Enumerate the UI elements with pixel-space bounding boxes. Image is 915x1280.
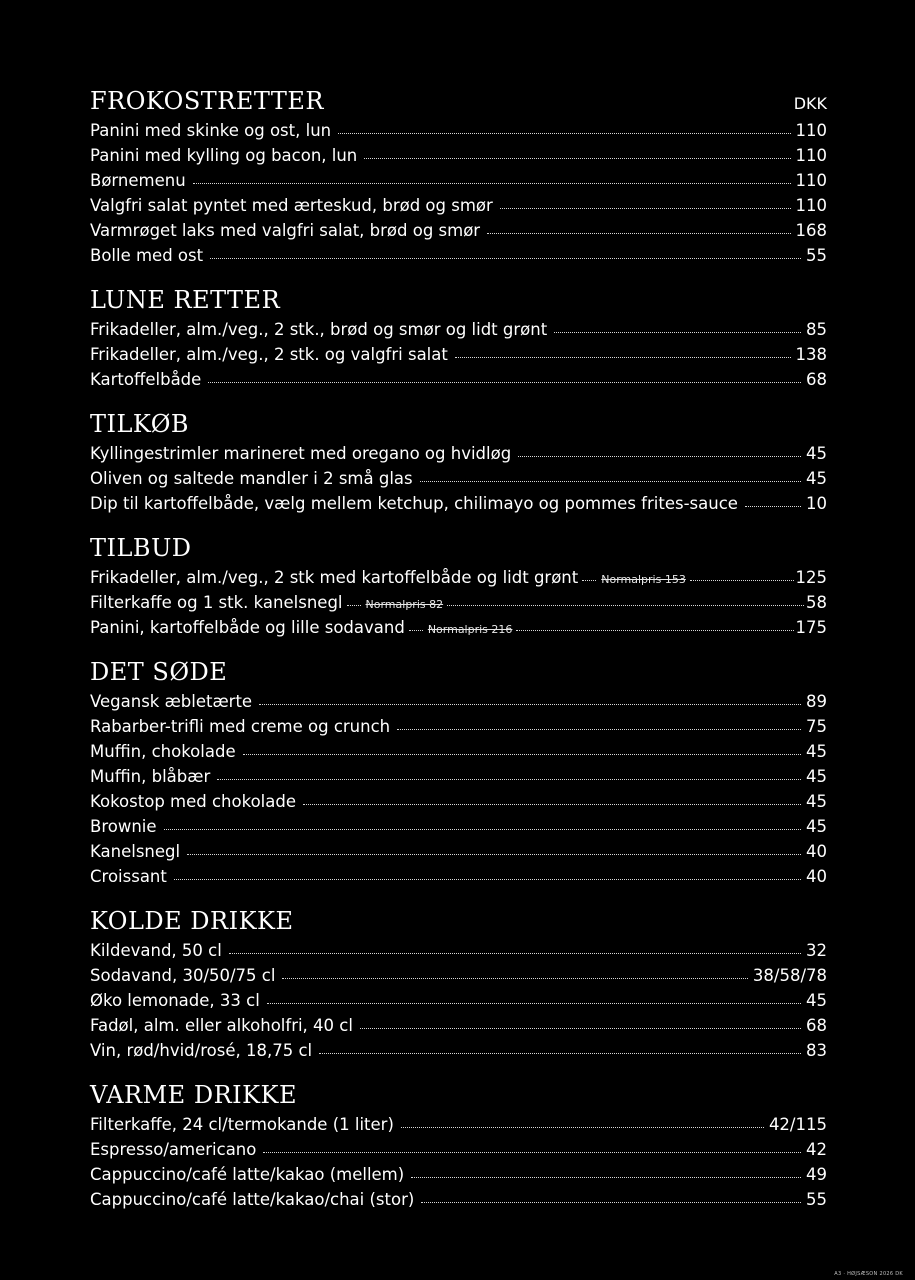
item-name: Frikadeller, alm./veg., 2 stk med kartoffelbåde og lidt grønt [90,568,579,587]
dot-leader [193,183,791,184]
menu-item [90,1112,827,1137]
item-name: Brownie [90,817,157,836]
dot-leader [243,754,801,755]
item-price: 138 [795,345,827,364]
item-price: 45 [806,742,827,761]
menu-item [90,118,827,143]
menu-item [90,1187,827,1212]
dot-leader [582,580,596,581]
dot-leader [487,233,790,234]
dot-leader [500,208,791,209]
menu-item [90,342,827,367]
menu-section [90,1078,827,1212]
item-name: Panini med skinke og ost, lun [90,121,332,140]
item-price: 110 [795,196,827,215]
item-name: Kokostop med chokolade [90,792,296,811]
item-price: 125 [795,568,827,587]
dot-leader [516,630,793,631]
menu-item [90,1038,827,1063]
item-name: Varmrøget laks med valgfri salat, brød og smør [90,221,481,240]
item-price: 110 [795,171,827,190]
item-price: 110 [795,146,827,165]
item-price: 175 [795,618,827,637]
menu-item [90,243,827,268]
dot-leader [259,704,801,705]
dot-leader [217,779,801,780]
dot-leader [401,1127,764,1128]
item-name: Filterkaffe og 1 stk. kanelsnegl [90,593,343,612]
item-price: 40 [806,867,827,886]
dot-leader [187,854,801,855]
dot-leader [420,481,801,482]
menu-item [90,218,827,243]
item-name: Frikadeller, alm./veg., 2 stk. og valgfri salat [90,345,448,364]
item-name: Fadøl, alm. eller alkoholfri, 40 cl [90,1016,353,1035]
item-name: Panini, kartoffelbåde og lille sodavand [90,618,405,637]
item-name: Muffin, chokolade [90,742,236,761]
menu-item [90,367,827,392]
menu-item [90,814,827,839]
menu-item [90,1137,827,1162]
menu-item [90,168,827,193]
section-header [90,84,827,118]
footer-credit: A3 · HØJSÆSON 2026 DK [834,1271,903,1277]
item-price: 55 [806,1190,827,1209]
menu-section [90,904,827,1063]
dot-leader [745,506,801,507]
normal-price: Normalpris 153 [601,573,686,586]
item-price: 45 [806,469,827,488]
item-name: Bolle med ost [90,246,204,265]
menu-item [90,193,827,218]
item-name: Cappuccino/café latte/kakao (mellem) [90,1165,405,1184]
section-title: TILKØB [90,410,190,438]
menu-item [90,466,827,491]
dot-leader [282,978,747,979]
section-header [90,283,827,317]
item-name: Vin, rød/hvid/rosé, 18,75 cl [90,1041,313,1060]
item-price: 45 [806,991,827,1010]
item-name: Espresso/americano [90,1140,257,1159]
item-price: 32 [806,941,827,960]
menu-item [90,441,827,466]
item-price: 68 [806,370,827,389]
dot-leader [338,133,790,134]
dot-leader [263,1152,801,1153]
dot-leader [364,158,790,159]
section-title: FROKOSTRETTER [90,87,324,115]
normal-price: Normalpris 216 [427,623,513,636]
menu-item [90,988,827,1013]
dot-leader [421,1202,801,1203]
item-name: Cappuccino/café latte/kakao/chai (stor) [90,1190,415,1209]
menu-item [90,764,827,789]
section-header [90,531,827,565]
item-price: 83 [806,1041,827,1060]
item-price: 89 [806,692,827,711]
item-price: 42 [806,1140,827,1159]
menu-item [90,491,827,516]
normal-price: Normalpris 82 [365,598,444,611]
dot-leader [447,605,804,606]
item-price: 45 [806,444,827,463]
menu-item [90,739,827,764]
item-name: Valgfri salat pyntet med ærteskud, brød og smør [90,196,493,215]
menu-section [90,283,827,392]
dot-leader [319,1053,801,1054]
section-title: DET SØDE [90,658,228,686]
dot-leader [360,1028,801,1029]
menu-item [90,714,827,739]
item-price: 49 [806,1165,827,1184]
item-price: 42/115 [768,1115,827,1134]
item-name: Vegansk æbletærte [90,692,253,711]
item-price: 58 [806,593,827,612]
item-name: Kildevand, 50 cl [90,941,222,960]
item-name: Frikadeller, alm./veg., 2 stk., brød og smør og lidt grønt [90,320,548,339]
item-name: Kartoffelbåde [90,370,202,389]
item-price: 45 [806,817,827,836]
item-name: Børnemenu [90,171,186,190]
menu-item [90,839,827,864]
menu-item [90,143,827,168]
section-title: KOLDE DRIKKE [90,907,294,935]
section-title: TILBUD [90,534,192,562]
menu-item [90,963,827,988]
item-price: 110 [795,121,827,140]
section-header [90,655,827,689]
item-name: Sodavand, 30/50/75 cl [90,966,276,985]
item-price: 40 [806,842,827,861]
menu-item [90,864,827,889]
dot-leader [554,332,801,333]
item-price: 168 [795,221,827,240]
item-price: 38/58/78 [752,966,827,985]
menu-item [90,317,827,342]
item-price: 10 [806,494,827,513]
dot-leader [411,1177,801,1178]
section-header [90,407,827,441]
dot-leader [518,456,801,457]
item-name: Kanelsnegl [90,842,181,861]
section-title: LUNE RETTER [90,286,281,314]
menu-item [90,689,827,714]
section-title: VARME DRIKKE [90,1081,297,1109]
item-price: 55 [806,246,827,265]
menu-item [90,590,827,615]
menu-section [90,84,827,268]
dot-leader [267,1003,801,1004]
dot-leader [455,357,791,358]
dot-leader [229,953,801,954]
section-header [90,1078,827,1112]
item-name: Muffin, blåbær [90,767,211,786]
item-name: Croissant [90,867,167,886]
dot-leader [409,630,423,631]
item-name: Oliven og saltede mandler i 2 små glas [90,469,413,488]
dot-leader [174,879,801,880]
item-price: 68 [806,1016,827,1035]
menu-item [90,1162,827,1187]
menu-item [90,565,827,590]
dot-leader [690,580,794,581]
menu-item [90,615,827,640]
item-price: 75 [806,717,827,736]
menu-section [90,531,827,640]
currency-label: DKK [793,94,827,113]
dot-leader [164,829,801,830]
item-name: Øko lemonade, 33 cl [90,991,260,1010]
item-name: Filterkaffe, 24 cl/termokande (1 liter) [90,1115,394,1134]
item-price: 45 [806,767,827,786]
dot-leader [208,382,801,383]
menu-section [90,655,827,889]
dot-leader [397,729,801,730]
dot-leader [303,804,801,805]
item-name: Kyllingestrimler marineret med oregano og hvidløg [90,444,512,463]
menu-section [90,407,827,516]
item-price: 45 [806,792,827,811]
item-price: 85 [806,320,827,339]
menu-item [90,938,827,963]
section-header [90,904,827,938]
item-name: Panini med kylling og bacon, lun [90,146,358,165]
menu-item [90,789,827,814]
dot-leader [347,605,361,606]
menu [90,84,827,1227]
dot-leader [210,258,801,259]
item-name: Rabarber-trifli med creme og crunch [90,717,391,736]
menu-item [90,1013,827,1038]
item-name: Dip til kartoffelbåde, vælg mellem ketchup, chilimayo og pommes frites-sauce [90,494,738,513]
